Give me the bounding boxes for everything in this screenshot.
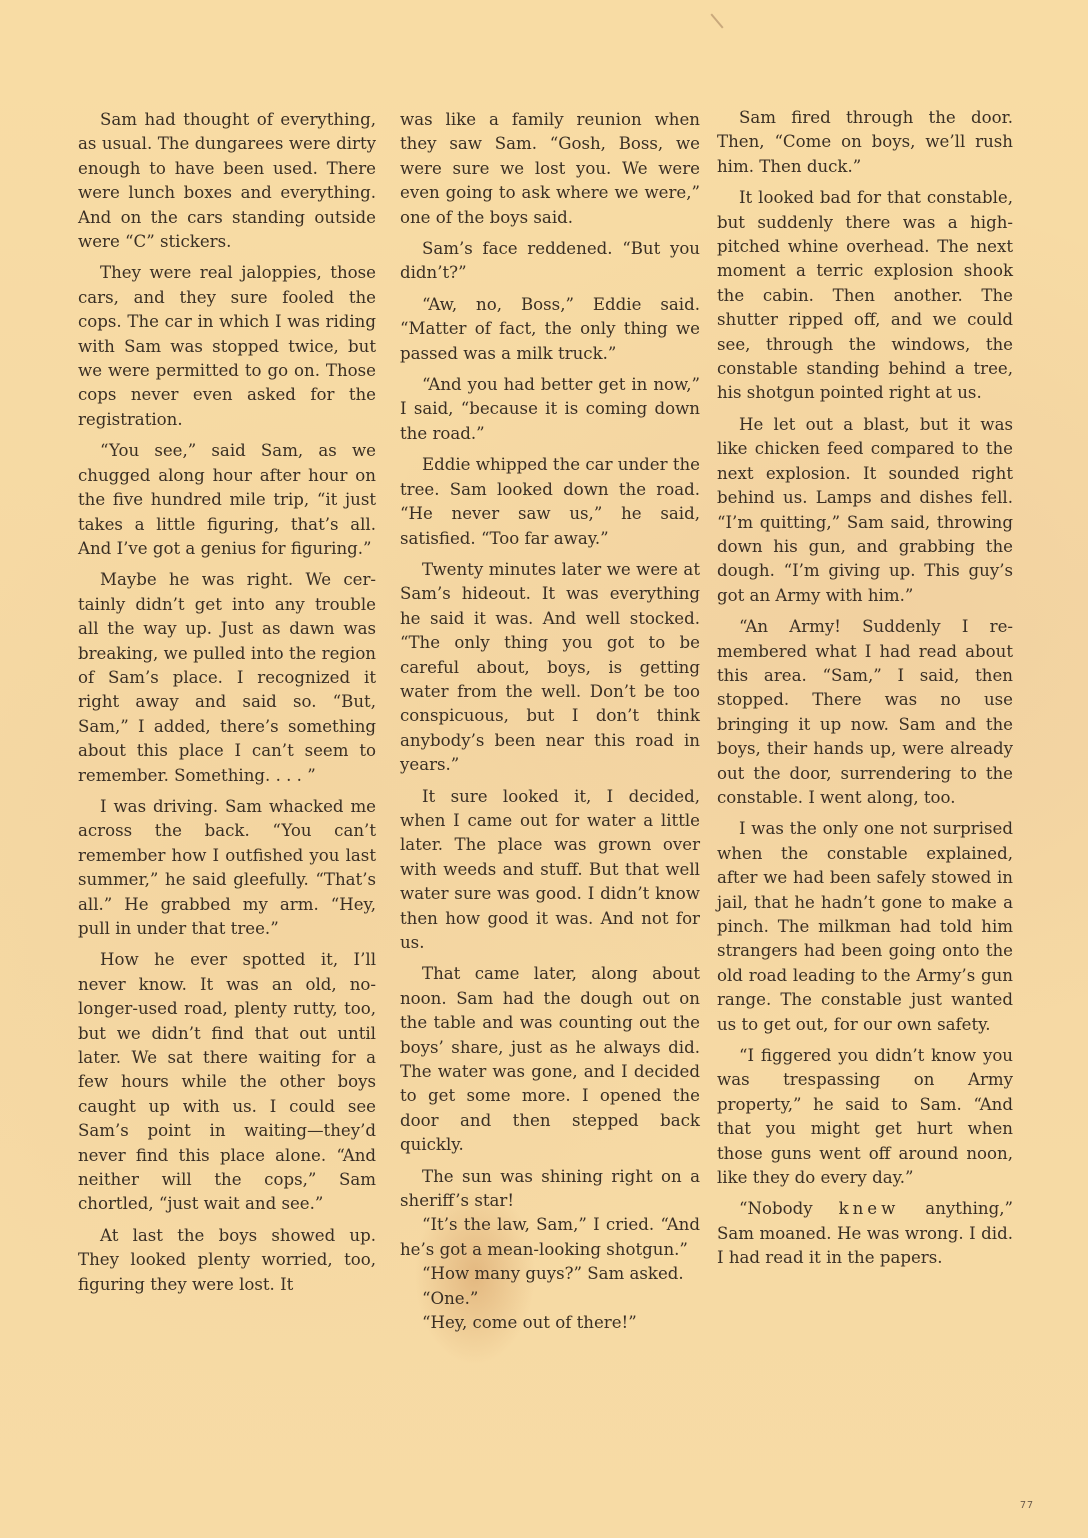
- paragraph: “It’s the law, Sam,” I cried. “And he’s got a mean-looking shotgun.”: [400, 1215, 700, 1259]
- paragraph: How he ever spotted it, I’ll never know. It was an old, no-longer-used road, plenty rutty, too, but we didn’t find that out until later. We sat there waiting for a few hours while the other boys caught up with us. I could see Sam’s point in waiting—they’d never find this place alone. “And neither will the cops,” Sam chortled, “just wait and see.”: [78, 950, 376, 1214]
- text-column-3: [717, 106, 1013, 1278]
- paragraph: was like a family reunion when they saw Sam. “Gosh, Boss, we were sure we lost you. We were even going to ask where we were,” one of the boys said.: [400, 110, 700, 227]
- final-paragraph: [717, 1197, 1013, 1270]
- paragraph: Sam had thought of everything, as usual. The dungarees were dirty enough to have been used. There were lunch boxes and everything. And on the cars standing outside were “C” stickers.: [78, 110, 376, 252]
- paragraph: Twenty minutes later we were at Sam’s hideout. It was everything he said it was. And well stocked. “The only thing you got to be careful about, boys, is getting water from the well. Don’t be too conspicuous, but I don’t think anybody’s been near this road in years.”: [400, 559, 700, 775]
- paragraph: “Hey, come out of there!”: [422, 1313, 637, 1333]
- paragraph: “And you had better get in now,” I said, “because it is coming down the road.”: [400, 375, 700, 443]
- page-number: 77: [1020, 1500, 1035, 1511]
- emphasized-word: knew: [838, 1199, 900, 1219]
- paragraph: “You see,” said Sam, as we chugged along hour after hour on the five hundred mile trip, “it just takes a little figuring, that’s all. And I’ve got a genius for figuring.”: [78, 441, 376, 558]
- paragraph: “I figgered you didn’t know you was trespassing on Army property,” he said to Sam. “And that you might get hurt when those guns went off around noon, like they do every day.”: [717, 1046, 1013, 1188]
- paragraph: Maybe he was right. We certainly didn’t get into any trouble all the way up. Just as dawn was breaking, we pulled into the region of Sam’s place. I recognized it right away and said so. “But, Sam,” I added, there’s something about this place I can’t seem to remember. Something. . . . ”: [78, 570, 376, 785]
- paragraph: Eddie whipped the car under the tree. Sam looked down the road. “He never saw us,” he said, satisfied. “Too far away.”: [400, 455, 700, 548]
- paragraph: Sam’s face reddened. “But you didn’t?”: [400, 239, 700, 283]
- paragraph: It sure looked it, I decided, when I came out for water a little later. The place was grown over with weeds and stuff. But that well water sure was good. I didn’t know then how good it was. And not for us.: [400, 786, 700, 952]
- paragraph: The sun was shining right on a sheriff’s star!: [400, 1166, 700, 1211]
- paragraph: “Aw, no, Boss,” Eddie said. “Matter of fact, the only thing we passed was a milk truck.”: [400, 294, 700, 363]
- paragraph: “An Army! Suddenly I remembered what I had read about this area. “Sam,” I said, then stopped. There was no use bringing it up now. Sam and the boys, their hands up, were already out the door, surrendering to the constable. I went along, too.: [717, 617, 1013, 807]
- paragraph: I was the only one not surprised when the constable explained, after we had been safely stowed in jail, that he hadn’t gone to make a pinch. The milkman had told him strangers had been going onto the old road leading to the Army’s gun range. The constable just wanted us to get out, for our own safety.: [717, 819, 1013, 1034]
- paragraph: “One.”: [422, 1288, 479, 1308]
- paragraph: They were real jaloppies, those cars, and they sure fooled the cops. The car in which I was riding with Sam was stopped twice, but we were permitted to go on. Those cops never even asked for the registration.: [78, 263, 376, 429]
- paragraph: He let out a blast, but it was like chicken feed compared to the next explosion. It sounded right behind us. Lamps and dishes fell. “I’m quitting,” Sam said, throwing down his gun, and grabbing the dough. “I’m giving up. This guy’s got an Army with him.”: [717, 414, 1013, 605]
- scan-mark: [710, 13, 723, 28]
- paragraph: It looked bad for that constable, but suddenly there was a high-pitched whine overhead. The next moment a terric explosion shook the cabin. Then another. The shutter ripped off, and we could see, through the windows, the constable standing behind a tree, his shotgun pointed right at us.: [717, 188, 1013, 403]
- text-column-1: [78, 108, 376, 1304]
- paragraph: “How many guys?” Sam asked.: [422, 1264, 684, 1284]
- paragraph: I was driving. Sam whacked me across the back. “You can’t remember how I outfished you last summer,” he said gleefully. “That’s all.” He grabbed my arm. “Hey, pull in under that tree.”: [78, 796, 376, 938]
- text-run: anything,” Sam moaned. He was wrong. I did. I had read it in the papers.: [717, 1199, 1013, 1268]
- paragraph: Sam fired through the door. Then, “Come on boys, we’ll rush him. Then duck.”: [717, 108, 1013, 176]
- text-run: “Nobody: [739, 1199, 839, 1219]
- paragraph: At last the boys showed up. They looked plenty worried, too, figuring they were lost. It: [78, 1225, 376, 1294]
- text-column-2: [400, 108, 700, 1336]
- paragraph: That came later, along about noon. Sam had the dough out on the table and was counting out the boys’ share, just as he always did. The water was gone, and I decided to get some more. I opened the door and then stepped back quickly.: [400, 964, 700, 1155]
